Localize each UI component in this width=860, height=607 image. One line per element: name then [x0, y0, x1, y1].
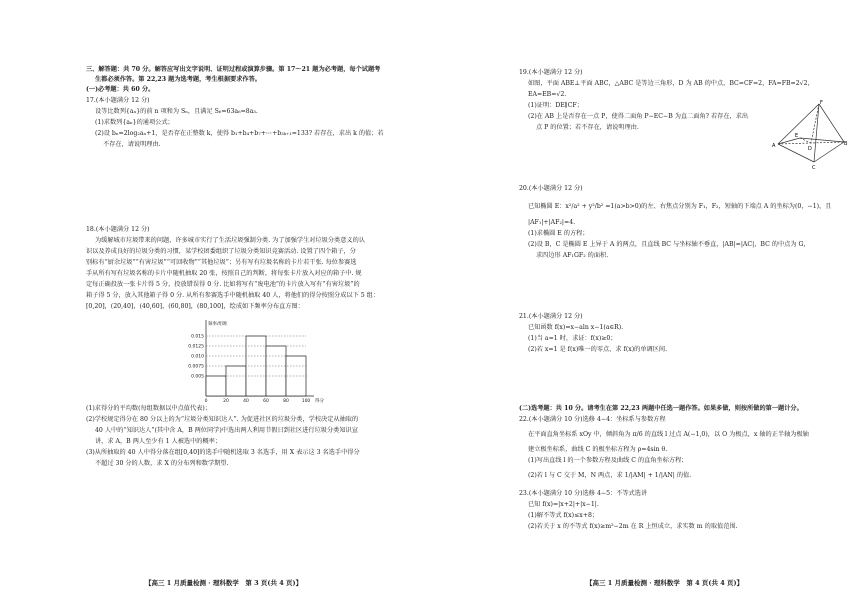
x-tick-label: 100	[301, 399, 311, 404]
q17-part2-cont: 不存在，请说明理由.	[103, 141, 161, 148]
q17-heading: 17.(本小题满分 12 分)	[86, 97, 150, 104]
histogram-bar	[206, 376, 226, 396]
frequency-histogram	[176, 318, 326, 408]
x-tick-label: 20	[223, 399, 229, 404]
section-required: (一)必考题：共 60 分。	[86, 86, 155, 93]
label-D: D	[808, 146, 812, 152]
q18-line: 定每正确投放一张卡片得 5 分，投放错误得 0 分. 比如将写有“废电池”的卡片放入写有“有害垃圾”的	[86, 281, 360, 288]
q20-line: 已知椭圆 E：x²/a² + y²/b² =1(a>b>0)的左、右焦点分别为 F₁，F₂，短轴的下端点 A 的坐标为(0，−1)，且	[528, 203, 832, 210]
section-optional: (二)选考题：共 10 分。请考生在第 22,23 两题中任选一题作答。如果多做，则按所做的第一题计分。	[519, 405, 803, 412]
y-tick-label: 0.010	[191, 354, 204, 360]
x-tick-label: 0	[204, 399, 208, 404]
q18-line: 别标有“厨余垃圾”“有害垃圾”“可回收物”“其他垃圾”；另有写有垃圾名称的卡片若干张. 每位参赛选	[86, 259, 357, 266]
x-axis-label: 得分	[315, 399, 324, 404]
q18-part2-cont: 讲，求 A，B 两人至少有 1 人被选中的概率；	[95, 438, 222, 445]
q17-part1: (1)求数列{aₙ}的通项公式；	[95, 119, 174, 126]
q23-part1: (1)解不等式 f(x)≤x+8；	[528, 512, 599, 519]
q23-line: 已知 f(x)=|x+2|+|x−1|.	[528, 501, 599, 508]
section-3-title: 三、解答题：共 70 分。解答应写出文字说明、证明过程或演算步骤。第 17～21 题为必考题，每个试题考	[86, 66, 381, 73]
q21-part2: (2)若 x=1 是 f(x)唯一的零点，求 f(x)的单调区间.	[528, 346, 668, 353]
right-footer: 【高三 1 月质量检测 · 理科数学 第 4 页(共 4 页)】	[586, 579, 744, 587]
q20-part2: (2)设 B，C 是椭圆 E 上异于 A 的两点，且直线 BC 与坐标轴不垂直，|AB|=|AC|，BC 的中点为 G，	[528, 241, 810, 248]
label-E: E	[795, 133, 799, 139]
y-tick-label: 0.0125	[188, 344, 204, 350]
q18-part2-cont: 40 人中的“知识达人”(其中含 A，B 两位同学)中选出两人利用节假日到社区进行垃圾分类知识宣	[95, 427, 358, 434]
q18-line: 识以及养成良好的垃圾分类的习惯，某学校团委组织了垃圾分类知识竞赛活动. 设置了四个箱子，分	[86, 248, 356, 255]
x-tick-label: 40	[243, 399, 249, 404]
q19-part1: (1)证明：DE∥CF；	[528, 102, 583, 109]
q23-heading: 23.(本小题满分 10 分)选修 4−5：不等式选讲	[519, 490, 648, 497]
q18-part3-cont: 不超过 30 分的人数，求 X 的分布列和数学期望.	[95, 460, 229, 467]
q20-part1: (1)求椭圆 E 的方程；	[528, 230, 589, 237]
q18-line: 为缓解城市垃圾带来的问题，许多城市实行了生活垃圾强制分类. 为了加强学生对垃圾分类意义的认	[95, 237, 365, 244]
y-axis-label: 频率/组距	[208, 322, 228, 327]
q19-heading: 19.(本小题满分 12 分)	[519, 69, 583, 76]
q20-heading: 20.(本小题满分 12 分)	[519, 185, 583, 192]
left-footer: 【高三 1 月质量检测 · 理科数学 第 3 页(共 4 页)】	[145, 579, 303, 587]
q22-part1: (1)写出直线 l 的一个参数方程及曲线 C 的直角坐标方程；	[528, 457, 688, 464]
label-B: B	[844, 141, 848, 147]
x-tick-label: 80	[283, 399, 289, 404]
x-tick-label: 60	[263, 399, 269, 404]
q18-line: 手从所有写有垃圾名称的卡片中随机抽取 20 张，按照自己的判断，将每张卡片放入对应的箱子中. 规	[86, 270, 362, 277]
q22-line: 建立极坐标系，曲线 C 的极坐标方程为 ρ=4sin θ.	[528, 446, 668, 453]
histogram-bar	[226, 366, 246, 396]
q19-line: EA=EB=√2.	[528, 91, 567, 98]
q22-part2: (2)若 l 与 C 交于 M，N 两点，求 1/|AM| + 1/|AN| 的值.	[528, 472, 692, 479]
q17-stem: 设等比数列{aₙ}的前 n 项和为 Sₙ，且满足 S₆=63a₆=8a₃.	[95, 108, 258, 115]
q18-part2: (2)学校规定得分在 80 分以上的为“垃圾分类知识达人”. 为促进社区的垃圾分类，学校决定从抽取的	[86, 416, 359, 423]
y-tick-label: 0.005	[191, 374, 204, 380]
q19-line: 如图，平面 ABE⊥平面 ABC，△ABC 是等边三角形，D 为 AB 的中点，BC=CF=2，FA=FB=2√2，	[528, 80, 814, 87]
q19-part2-cont: 点 P 的位置；若不存在，请说明理由.	[536, 124, 639, 131]
q18-heading: 18.(本小题满分 12 分)	[86, 226, 150, 233]
q19-geometry-figure	[772, 100, 847, 170]
q18-part3: (3)从所抽取的 40 人中得分落在组[0,40]的选手中随机选取 3 名选手，用 X 表示这 3 名选手中得分	[86, 449, 360, 456]
section-3-title-cont: 生都必须作答。第 22,23 题为选考题，考生根据要求作答。	[95, 76, 261, 83]
label-A: A	[772, 143, 776, 149]
q21-heading: 21.(本小题满分 12 分)	[519, 313, 583, 320]
q18-line: 箱子得 5 分，放入其他箱子得 0 分. 从所有参赛选手中随机抽取 40 人，将他们的得分按照分成以下 5 组：	[86, 292, 380, 299]
y-tick-label: 0.0075	[188, 364, 204, 370]
label-F: F	[820, 100, 823, 106]
q17-part2: (2)设 bₙ=2log₂aₙ+1，是否存在正整数 k，使得 b₁+b₄+b₇+⋯+b₃ₖ₊₁=133? 若存在，求出 k 的值；若	[95, 130, 384, 137]
q22-heading: 22.(本小题满分 10 分)选修 4−4：坐标系与参数方程	[519, 416, 666, 423]
label-C: C	[812, 165, 816, 171]
q18-part1: (1)求得分的平均数(每组数据以中点值代表)；	[86, 405, 211, 412]
histogram-bar	[266, 346, 286, 396]
right-page	[430, 0, 860, 607]
q23-part2: (2)若关于 x 的不等式 f(x)≥m²−2m 在 R 上恒成立，求实数 m 的取值范围.	[528, 523, 738, 530]
q18-line: [0,20]，(20,40]，(40,60]，(60,80]，(80,100]，绘成如下频率分布直方图：	[86, 303, 304, 310]
y-tick-label: 0.015	[191, 334, 204, 340]
q20-part2-cont: 求四边形 AF₁GF₂ 的面积.	[536, 252, 609, 259]
q22-line: 在平面直角坐标系 xOy 中，倾斜角为 π/6 的直线 l 过点 A(−1,0)，以 O 为极点，x 轴的正半轴为极轴	[528, 431, 809, 438]
q21-line: 已知函数 f(x)=x−aln x−1(a∈R).	[528, 324, 624, 331]
q20-line: |AF₁|+|AF₂|=4.	[528, 219, 576, 226]
q19-part2: (2)在 AB 上是否存在一点 P，使得二面角 P−EC−B 为直二面角? 若存在，求出	[528, 113, 749, 120]
q21-part1: (1)当 a=1 时，求证：f(x)≥0；	[528, 335, 617, 342]
